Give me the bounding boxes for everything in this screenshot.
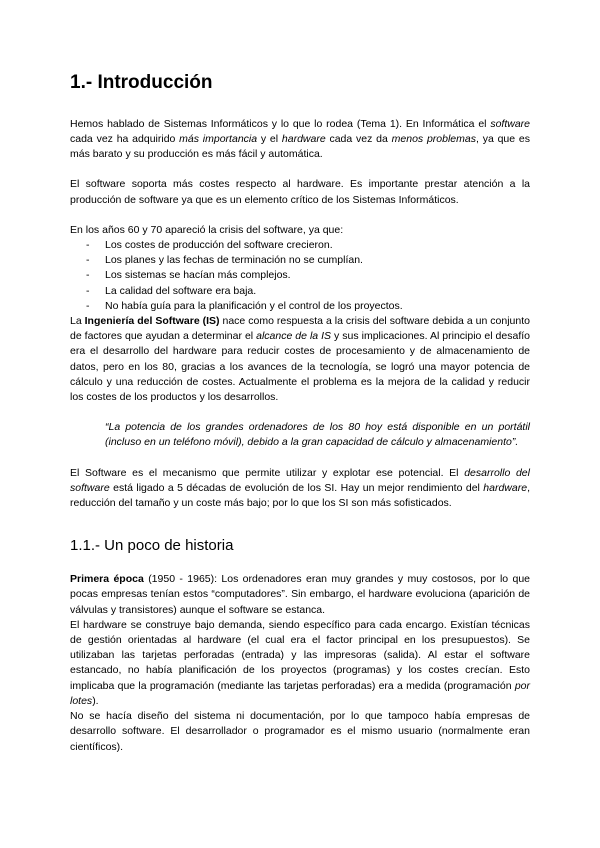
bullet-dash-icon: - (86, 269, 90, 282)
bullet-list (70, 238, 530, 314)
paragraph (70, 177, 530, 207)
text-run: El Software es el mecanismo que permite utilizar y explotar ese potencial. El (70, 466, 465, 479)
text-run: El software soporta más costes respecto al hardware. Es importante prestar atención a la producción de software ya que es un elemento crítico de los Sistemas Informáticos. (70, 178, 530, 206)
paragraph (70, 618, 530, 709)
text-run: cada vez ha adquirido (70, 133, 180, 145)
text-run: por lotes (70, 679, 530, 707)
text-run: cada vez da (325, 133, 392, 145)
paragraph (70, 466, 530, 512)
bullet-item (70, 268, 530, 283)
text-run: alcance de la IS (256, 330, 332, 343)
quote-paragraph (70, 420, 530, 450)
paragraph (70, 572, 530, 618)
text-run: más importancia (179, 133, 258, 145)
paragraph (70, 314, 530, 405)
text-run: En los años 60 y 70 apareció la crisis del software, ya que: (70, 223, 344, 236)
text-run: , reducción del tamaño y un coste más bajo; por lo que los SI son más sofisticados. (70, 481, 530, 510)
bullet-dash-icon: - (86, 284, 90, 297)
bullet-dash-icon: - (86, 254, 90, 267)
text-run: hardware (483, 481, 528, 494)
text-run: (1950 - 1965): Los ordenadores eran muy grandes y muy costosos, por lo que pocas empresas tenían estos “computadores”. Sin embargo, el hardware evoluciona (aparición de válvulas y transistores) aunque el software se estanca. (70, 573, 530, 616)
bullet-item (70, 299, 530, 314)
text-run: No se hacía diseño del sistema ni documentación, por lo que tampoco había empresas de desarrollo software. El desarrollador o programador es el mismo usuario (normalmente eran científicos). (70, 710, 530, 753)
text-run: software (490, 117, 530, 130)
paragraph (70, 709, 530, 755)
text-run: ). (92, 694, 99, 707)
text-run: La (70, 315, 85, 328)
text-run: menos problemas (391, 133, 476, 145)
text-run: Primera época (70, 573, 144, 586)
text-run: nace como respuesta a la crisis del software debida a un conjunto de factores que ayudan a determinar el (70, 315, 530, 343)
bullet-item (70, 284, 530, 299)
paragraph (70, 223, 530, 238)
bullet-text: Los planes y las fechas de terminación no se cumplían. (105, 254, 363, 267)
paragraph (70, 117, 530, 163)
bullet-item (70, 253, 530, 268)
document-body (70, 117, 530, 755)
bullet-item (70, 238, 530, 253)
text-run: está ligado a 5 décadas de evolución de los SI. Hay un mejor rendimiento del (109, 481, 484, 494)
text-run: Hemos hablado de Sistemas Informáticos y lo que lo rodea (Tema 1). En Informática el (70, 117, 491, 130)
text-run: El hardware se construye bajo demanda, siendo específico para cada encargo. Existían técnicas de gestión orientadas al hardware (el cual era el factor principal en los presupuestos). Se utilizaban las tarjetas perforadas (entrada) y las impresoras (salida). Al estar el software estancado, no había planificación de los proyectos (programas) y los costes crecían. Esto implicaba que la programación (mediante las tarjetas perforadas) era a medida (programación (70, 618, 530, 692)
bullet-dash-icon: - (86, 299, 90, 312)
bullet-dash-icon: - (86, 239, 90, 252)
text-run: “La potencia de los grandes ordenadores de los 80 hoy está disponible en un portátil (incluso en un teléfono móvil), debido a la gran capacidad de cálculo y almacenamiento”. (105, 421, 530, 449)
text-run: , ya que es más barato y su producción es más fácil y automática. (70, 133, 530, 161)
document-title: 1.- Introducción (70, 72, 213, 93)
bullet-text: Los costes de producción del software crecieron. (105, 239, 333, 252)
text-run: desarrollo del software (70, 466, 530, 494)
text-run: y sus implicaciones. Al principio el desafío era el desarrollo del hardware para reducir costes de procesamiento y de almacenamiento de datos, pero en los 80, gracias a los avances de la tecnología, se logró una mayor potencia de cálculo y una reducción de costes. Actualmente el problema es la mejora de la calidad y reducir los costes de los productos y los desarrollos. (70, 330, 530, 404)
text-run: Ingeniería del Software (IS) (84, 315, 220, 328)
text-run: y el (257, 133, 282, 145)
bullet-text: Los sistemas se hacían más complejos. (105, 269, 291, 282)
bullet-text: No había guía para la planificación y el control de los proyectos. (105, 299, 403, 312)
bullet-text: La calidad del software era baja. (105, 284, 257, 297)
text-run: hardware (281, 133, 326, 145)
section-heading: 1.1.- Un poco de historia (70, 537, 234, 555)
